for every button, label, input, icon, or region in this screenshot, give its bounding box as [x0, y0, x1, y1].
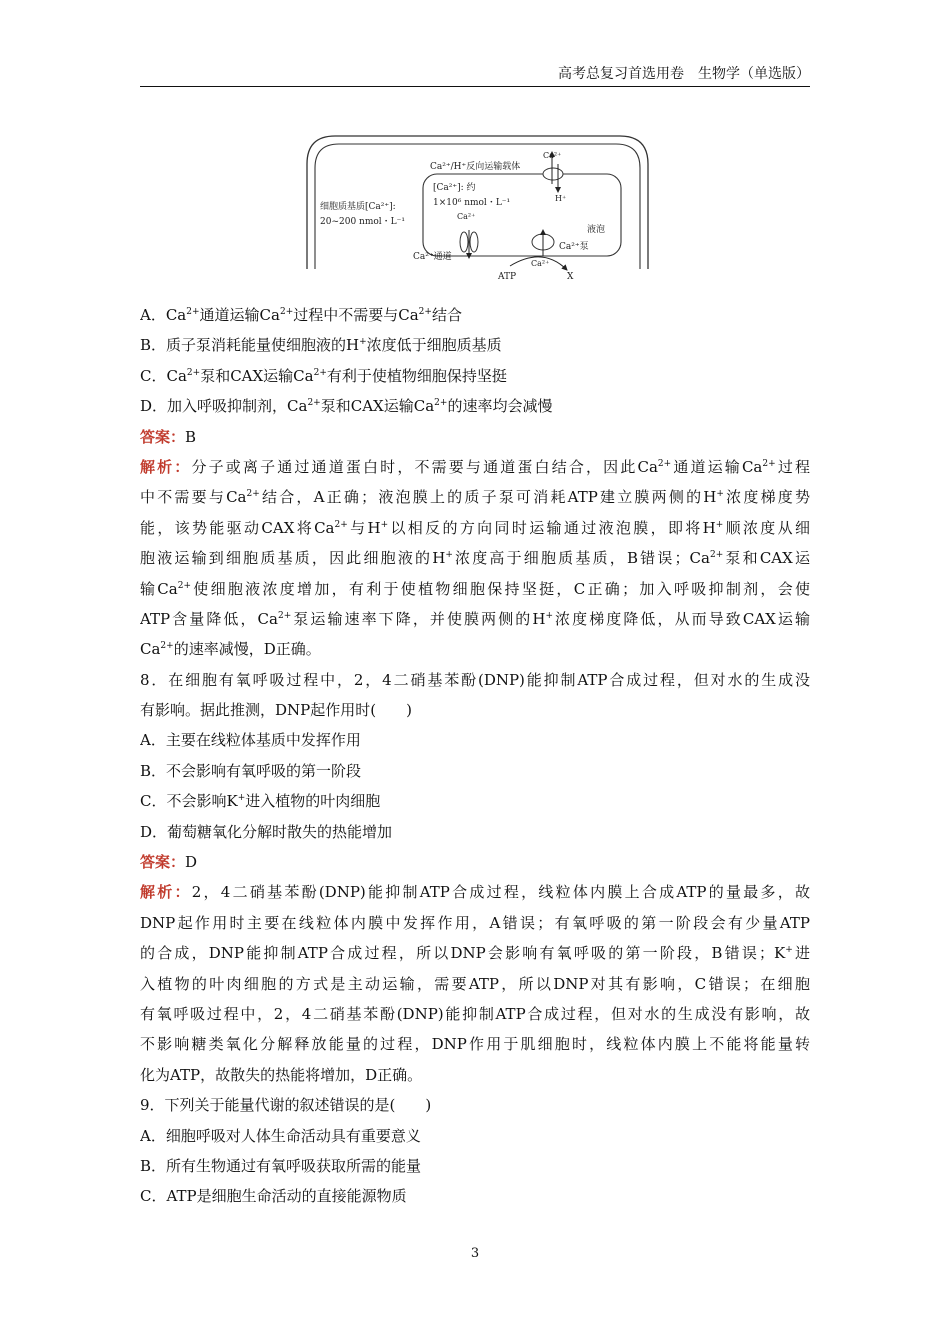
label-carrier-ca: Ca²⁺ [543, 151, 562, 160]
label-carrier: Ca²⁺/H⁺反向运输载体 [430, 162, 521, 172]
q8-analysis-line: DNP起作用时主要在线粒体内膜中发挥作用，A错误；有氧呼吸的第一阶段会有少量ATP [140, 913, 810, 932]
label-cytosol-conc-1: 细胞质基质[Ca²⁺]: [320, 202, 396, 212]
q7-analysis-line: ATP含量降低，$Ca^{2+}$泵运输速率下降，并使膜两侧的H+浓度梯度降低，从而导致CAX运输 [140, 609, 810, 628]
q9-option-b: B．所有生物通过有氧呼吸获取所需的能量 [140, 1156, 422, 1175]
diagram-svg [305, 134, 650, 284]
q8-stem: 有影响。据此推测，DNP起作用时( ) [140, 701, 412, 720]
label-pump-ca: Ca²⁺ [531, 259, 550, 268]
q7-analysis-line: 能，该势能驱动CAX将$Ca^{2+}$与H+以相反的方向同时运输通过液泡膜，即将H+顺浓度从细 [140, 518, 810, 537]
q9-option-a: A．细胞呼吸对人体生命活动具有重要意义 [140, 1126, 421, 1145]
q8-option-c: C．不会影响K+进入植物的叶肉细胞 [140, 792, 381, 811]
q9-option-c: C．ATP是细胞生命活动的直接能源物质 [140, 1187, 407, 1206]
antiporter-carrier [543, 168, 563, 180]
q8-analysis-line: 不影响糖类氧化分解释放能量的过程，DNP作用于肌细胞时，线粒体内膜上不能将能量转 [140, 1035, 810, 1054]
page-number: 3 [470, 1246, 480, 1261]
label-channel-ca: Ca²⁺ [457, 212, 476, 221]
label-cytosol-conc-2: 20~200 nmol・L⁻¹ [320, 217, 405, 227]
q8-answer: 答案：D [140, 853, 198, 872]
q8-analysis-line: 的合成，DNP能抑制ATP合成过程，所以DNP会影响有氧呼吸的第一阶段，B错误；K+进 [140, 944, 810, 963]
header-rule [140, 86, 810, 87]
q8-analysis-line: 入植物的叶肉细胞的方式是主动运输，需要ATP，所以DNP对其有影响，C错误；在细胞 [140, 974, 810, 993]
calcium-channel-right [470, 232, 478, 252]
q7-analysis-line: $Ca^{2+}$的速率减慢，D正确。 [140, 640, 321, 659]
q8-option-d: D．葡萄糖氧化分解时散失的热能增加 [140, 822, 393, 841]
q8-option-a: A．主要在线粒体基质中发挥作用 [140, 731, 361, 750]
page-content [140, 300, 810, 1212]
q9-stem: 9．下列关于能量代谢的叙述错误的是( ) [140, 1096, 432, 1115]
q7-option-b: B．质子泵消耗能量使细胞液的H+浓度低于细胞质基质 [140, 336, 502, 355]
q8-analysis-line: 解析：2，4二硝基苯酚(DNP)能抑制ATP合成过程，线粒体内膜上合成ATP的量最多，故 [140, 883, 810, 902]
q7-analysis-line: 中不需要与$Ca^{2+}$结合，A正确；液泡膜上的质子泵可消耗ATP建立膜两侧的H+浓度梯度势 [140, 488, 810, 507]
page-header: 高考总复习首选用卷 生物学（单选版） [558, 66, 810, 82]
q7-option-c: C．$Ca^{2+}$泵和CAX运输$Ca^{2+}$有利于使植物细胞保持坚挺 [140, 366, 507, 385]
label-x: X [567, 272, 574, 282]
q7-option-a: A．$Ca^{2+}$通道运输$Ca^{2+}$过程中不需要与$Ca^{2+}$结合 [140, 306, 462, 324]
q7-option-d: D．加入呼吸抑制剂，$Ca^{2+}$泵和CAX运输$Ca^{2+}$的速率均会减慢 [140, 397, 553, 416]
label-pump: Ca²⁺泵 [559, 242, 589, 252]
label-vacuole-conc-1: [Ca²⁺]: 约 [433, 183, 476, 193]
label-vacuole: 液泡 [587, 225, 606, 235]
q7-answer: 答案：B [140, 427, 197, 446]
q8-analysis-line: 有氧呼吸过程中，2，4二硝基苯酚(DNP)能抑制ATP合成过程，但对水的生成没有影响，故 [140, 1004, 810, 1023]
vacuole-transport-diagram [305, 134, 650, 284]
label-atp: ATP [498, 272, 517, 282]
q8-stem: 8．在细胞有氧呼吸过程中，2，4二硝基苯酚(DNP)能抑制ATP合成过程，但对水的生成没 [140, 670, 810, 689]
q7-analysis-line: 输$Ca^{2+}$使细胞液浓度增加，有利于使植物细胞保持坚挺，C正确；加入呼吸抑制剂，会使 [140, 579, 810, 598]
q7-analysis-line: 胞液运输到细胞质基质，因此细胞液的H+浓度高于细胞质基质，B错误；$Ca^{2+}$泵和CAX运 [140, 549, 810, 568]
q8-analysis-line: 化为ATP，故散失的热能将增加，D正确。 [140, 1065, 423, 1084]
label-channel: Ca²⁺通道 [413, 252, 452, 262]
label-vacuole-conc-2: 1×10⁶ nmol・L⁻¹ [433, 198, 511, 208]
q7-analysis-line: 解析：分子或离子通过通道蛋白时，不需要与通道蛋白结合，因此$Ca^{2+}$通道运输$Ca^{2+}$过程 [140, 457, 810, 476]
q8-option-b: B．不会影响有氧呼吸的第一阶段 [140, 761, 362, 780]
calcium-channel-left [460, 232, 468, 252]
label-carrier-h: H⁺ [555, 194, 567, 203]
